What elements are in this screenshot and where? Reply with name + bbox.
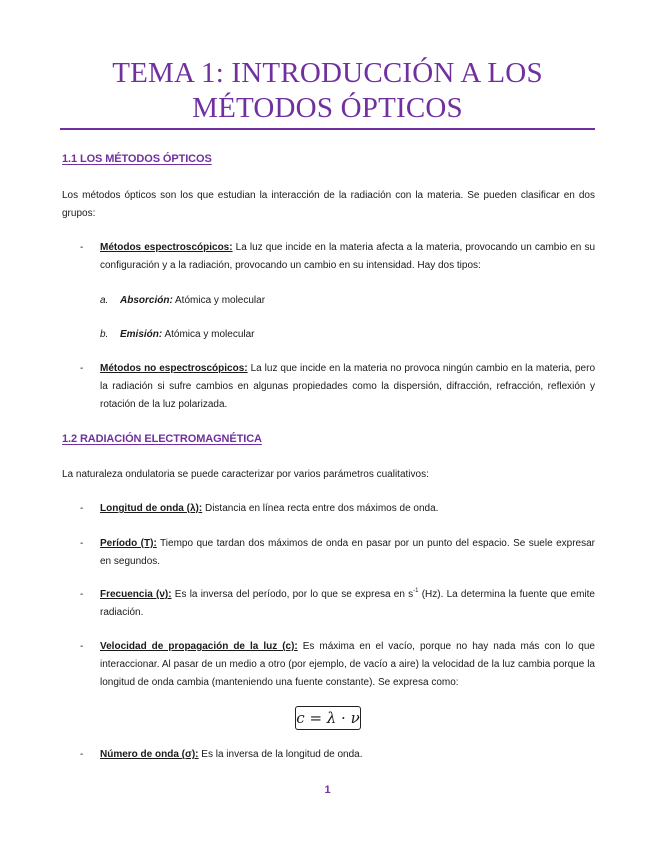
list-item-term: Longitud de onda (λ):	[100, 503, 203, 514]
list-dash: -	[80, 538, 84, 549]
list-item-term: Frecuencia (ν):	[100, 589, 172, 600]
sublist-item	[100, 292, 265, 310]
sublist-text: Atómica y molecular	[172, 295, 266, 306]
list-item	[62, 638, 595, 692]
title-line-1: TEMA 1: INTRODUCCIÓN A LOS	[112, 57, 543, 89]
page-number: 1	[324, 784, 331, 796]
list-item-text: Tiempo que tardan dos máximos de onda en pasar por un punto del espacio. Se suele expresar en segundos.	[100, 538, 596, 567]
list-item	[62, 360, 595, 414]
list-item-text: La luz que incide en la materia no provoca ningún cambio en la materia, pero la radiación si sufre cambios en algunas propiedades como la dispersión, difracción, refracción, reflexión y rotación de la luz polarizada.	[100, 363, 596, 410]
list-dash: -	[80, 749, 84, 760]
sublist-text: Atómica y molecular	[162, 329, 255, 340]
superscript: -1	[413, 588, 419, 594]
list-item-term: Período (T):	[100, 538, 157, 549]
list-item	[62, 746, 595, 764]
list-item-text: Es la inversa del período, por lo que se expresa en s	[171, 589, 414, 600]
list-item	[62, 500, 595, 518]
sublist-label: Absorción:	[120, 295, 173, 306]
title-line-2: MÉTODOS ÓPTICOS	[192, 92, 463, 124]
formula-box: c = λ · ν	[295, 706, 361, 730]
list-item-text: Es la inversa de la longitud de onda.	[198, 749, 363, 760]
list-item-term: Métodos espectroscópicos:	[100, 242, 233, 253]
list-item-term: Velocidad de propagación de la luz (c):	[100, 641, 298, 652]
list-item-text: Es máxima en el vacío, porque no hay nada más con lo que interaccionar. Al pasar de un medio a otro (por ejemplo, de vacío a aire) la velocidad de la luz cambia porque la longitud de onda cambia (manteniendo una fuente constante). Se expresa como:	[100, 641, 595, 688]
section-1-intro: Los métodos ópticos son los que estudian la interacción de la radiación con la materia. Se pueden clasificar en dos grupos:	[62, 190, 595, 219]
list-item-term: Número de onda (σ):	[100, 749, 199, 760]
list-dash: -	[80, 503, 84, 514]
sublist-label: Emisión:	[120, 329, 163, 340]
list-item-term: Métodos no espectroscópicos:	[100, 363, 248, 374]
list-item-text-cont: (Hz). La determina la fuente que emite radiación.	[100, 589, 595, 618]
list-dash: -	[80, 589, 84, 600]
list-item	[62, 535, 595, 571]
list-item-text: La luz que incide en la materia afecta a la materia, provocando un cambio en su configuración y a la radiación, provocando un cambio en su intensidad. Hay dos tipos:	[100, 242, 595, 271]
list-dash: -	[80, 242, 84, 253]
sublist-item	[100, 326, 255, 344]
title-divider	[60, 128, 595, 130]
sublist-marker: b.	[100, 329, 109, 340]
list-item-text: Distancia en línea recta entre dos máximos de onda.	[202, 503, 439, 514]
list-item	[62, 586, 595, 622]
list-dash: -	[80, 641, 84, 652]
sublist-marker: a.	[100, 295, 109, 306]
section-heading-2: 1.2 RADIACIÓN ELECTROMAGNÉTICA	[62, 433, 262, 445]
list-dash: -	[80, 363, 84, 374]
section-2-intro: La naturaleza ondulatoria se puede caracterizar por varios parámetros cualitativos:	[62, 469, 429, 480]
list-item	[62, 239, 595, 275]
page-title	[60, 56, 595, 126]
section-heading-1: 1.1 LOS MÉTODOS ÓPTICOS	[62, 153, 212, 165]
